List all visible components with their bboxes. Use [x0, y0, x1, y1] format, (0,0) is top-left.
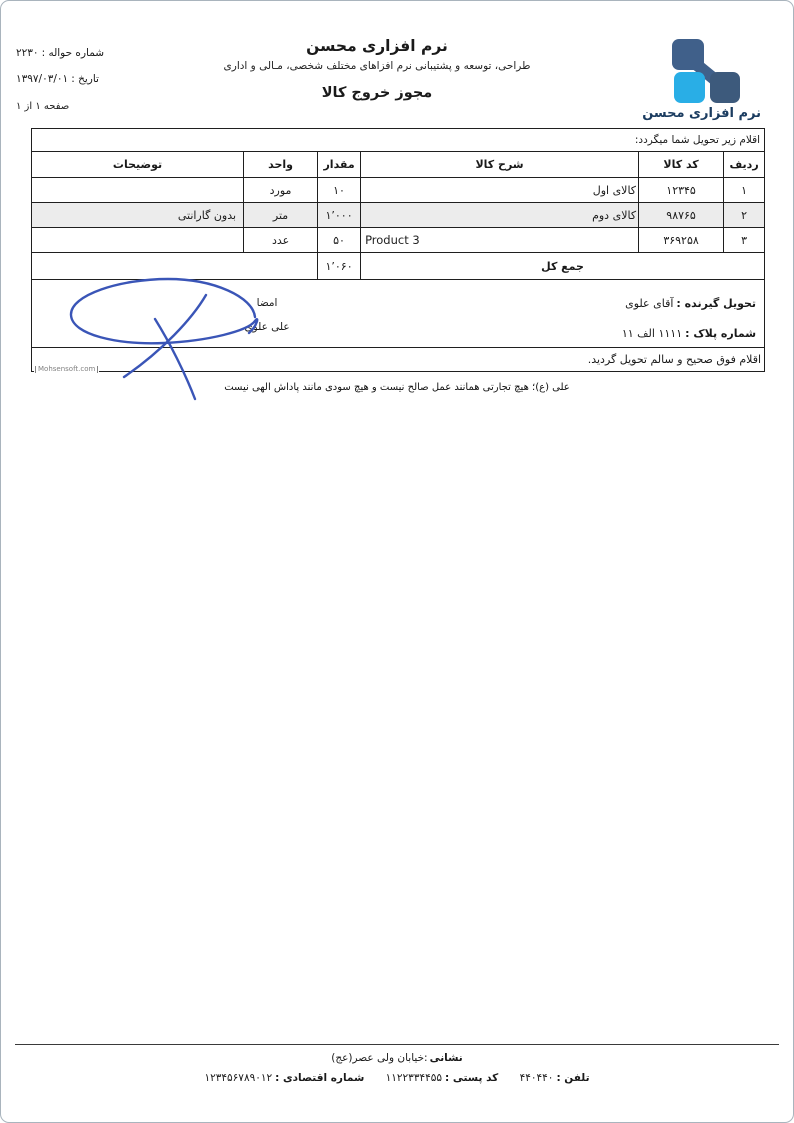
- quote-text: علی (ع)؛ هیچ تجارتی همانند عمل صالح نیست و هیچ سودی مانند پاداش الهی نیست: [224, 382, 570, 393]
- table-intro-row: [32, 129, 765, 152]
- plate-line: [622, 319, 756, 348]
- cell-code: ۳۶۹۲۵۸: [639, 228, 724, 253]
- economic-code-value: ۱۲۳۴۵۶۷۸۹۰۱۲: [204, 1072, 273, 1084]
- plate-label: شماره پلاک :: [685, 327, 757, 340]
- company-tagline: طراحی، توسعه و پشتیبانی نرم افزاهای مختلف شخصی، مـالی و اداری: [223, 60, 531, 72]
- plate-value: ۱۱۱۱ الف ۱۱: [621, 327, 683, 340]
- footer-contacts: [1, 1072, 793, 1084]
- col-header-unit: واحد: [244, 152, 318, 178]
- table-header-row: [32, 152, 765, 178]
- cell-radif: ۲: [724, 203, 765, 228]
- col-header-notes: توضیحات: [32, 152, 244, 178]
- date-label: تاریخ :: [71, 73, 99, 85]
- col-header-item-code: کد کالا: [639, 152, 724, 178]
- cell-radif: ۱: [724, 178, 765, 203]
- economic-code-label: شماره اقتصادی :: [275, 1072, 365, 1084]
- company-logo: [642, 39, 761, 121]
- col-header-quantity: مقدار: [318, 152, 361, 178]
- page-indicator: صفحه ۱ از ۱: [16, 101, 70, 112]
- cell-qty: ۱۰: [318, 178, 361, 203]
- total-label: جمع کل: [361, 253, 765, 280]
- receiver-label: تحویل گیرنده :: [676, 297, 757, 310]
- logo-squares-icon: [670, 39, 740, 104]
- logo-wordmark: نرم افزاری محسن: [642, 106, 761, 121]
- items-table-wrap: [31, 128, 764, 372]
- cell-qty: ۱٬۰۰۰: [318, 203, 361, 228]
- col-header-row-number: ردیف: [724, 152, 765, 178]
- cell-qty: ۵۰: [318, 228, 361, 253]
- confirmation-text: اقلام فوق صحیح و سالم تحویل گردید.: [32, 348, 765, 372]
- receiver-line: [622, 289, 756, 319]
- table-intro-text: اقلام زیر تحویل شما میگردد:: [32, 129, 765, 152]
- cell-code: ۱۲۳۴۵: [639, 178, 724, 203]
- footer-address: [1, 1052, 793, 1064]
- table-row: [32, 178, 765, 203]
- cell-desc: کالای دوم: [361, 203, 639, 228]
- date-value: ۱۳۹۷/۰۳/۰۱: [16, 73, 69, 85]
- document-title: مجوز خروج کالا: [321, 85, 433, 101]
- cell-note: [32, 178, 244, 203]
- footer-divider: [15, 1044, 779, 1045]
- signature-label: امضا: [256, 297, 278, 309]
- signature-cell: [32, 280, 765, 348]
- cell-unit: مورد: [244, 178, 318, 203]
- watermark-right-tick: [97, 366, 98, 373]
- table-row: [32, 203, 765, 228]
- postal-code-item: [382, 1072, 498, 1084]
- phone-item: [516, 1072, 589, 1084]
- header-center: [121, 37, 633, 101]
- cell-note: [32, 228, 244, 253]
- postal-code-value: ۱۱۲۲۳۳۴۴۵۵: [385, 1072, 443, 1084]
- sign-block: [226, 291, 308, 339]
- remittance-number-line: [16, 40, 104, 66]
- company-name: نرم افزاری محسن: [306, 37, 448, 55]
- total-quantity: ۱٬۰۶۰: [318, 253, 361, 280]
- total-empty-cell: [32, 253, 318, 280]
- remittance-number-label: شماره حواله :: [41, 47, 105, 59]
- items-table: [31, 128, 765, 372]
- date-line: [16, 66, 104, 92]
- receiver-value: آقای علوی: [625, 297, 674, 310]
- header-meta: [16, 40, 104, 92]
- watermark: [34, 364, 99, 375]
- receiver-block: [622, 289, 756, 348]
- table-row: [32, 228, 765, 253]
- phone-label: تلفن :: [556, 1072, 590, 1084]
- cell-radif: ۳: [724, 228, 765, 253]
- cell-unit: متر: [244, 203, 318, 228]
- economic-code-item: [204, 1072, 364, 1084]
- cell-desc: Product 3: [361, 228, 639, 253]
- address-value: :خیابان ولی عصر(عج): [331, 1052, 428, 1064]
- address-label: نشانی: [429, 1052, 463, 1064]
- cell-note: بدون گارانتی: [32, 203, 244, 228]
- total-row: [32, 253, 765, 280]
- watermark-text: Mohsensoft.com: [38, 365, 96, 373]
- phone-value: ۴۴۰۴۴۰: [519, 1072, 554, 1084]
- confirmation-row: [32, 348, 765, 372]
- signature-row: [32, 280, 765, 348]
- postal-code-label: کد پستی :: [445, 1072, 499, 1084]
- cell-unit: عدد: [244, 228, 318, 253]
- col-header-item-description: شرح کالا: [361, 152, 639, 178]
- cell-desc: کالای اول: [361, 178, 639, 203]
- cell-code: ۹۸۷۶۵: [639, 203, 724, 228]
- remittance-number-value: ۲۲۳۰: [16, 47, 39, 59]
- signer-name: علی علوی: [244, 321, 290, 333]
